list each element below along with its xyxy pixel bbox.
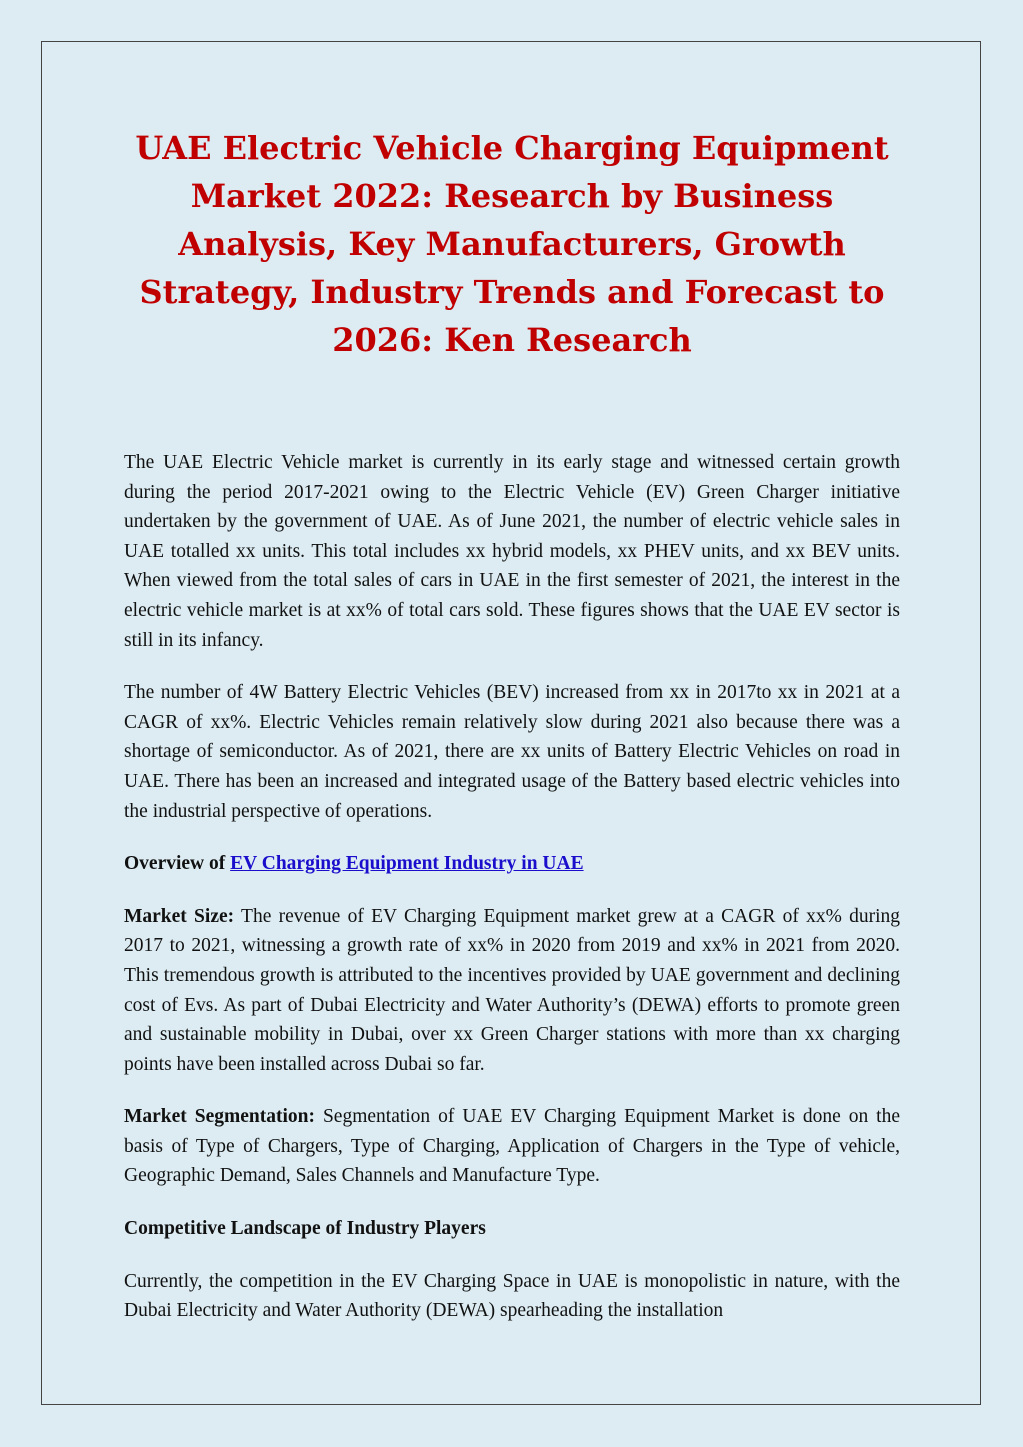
intro-paragraph: The UAE Electric Vehicle market is currently in its early stage and witnessed certain growth during the period 2017-2021 owing to the Electric Vehicle (EV) Green Charger initiative undertaken by the government of UAE. As of June 2021, the number of electric vehicle sales in UAE totalled xx units. This total includes xx hybrid models, xx PHEV units, and xx BEV units. When viewed from the total sales of cars in UAE in the first semester of 2021, the interest in the electric vehicle market is at xx% of total cars sold. These figures shows that the UAE EV sector is still in its infancy. (124, 452, 900, 651)
competitive-landscape-heading: Competitive Landscape of Industry Players (124, 1218, 486, 1240)
overview-heading (124, 849, 900, 879)
overview-label: Overview of (124, 853, 231, 875)
market-segmentation-paragraph (124, 1102, 900, 1191)
document-content (124, 124, 900, 1326)
bev-paragraph: The number of 4W Battery Electric Vehicles (BEV) increased from xx in 2017to xx in 2021 at a CAGR of xx%. Electric Vehicles remain relatively slow during 2021 also because there was a shortage of semiconductor. As of 2021, there are xx units of Battery Electric Vehicles on road in UAE. There has been an increased and integrated usage of the Battery based electric vehicles into the industrial perspective of operations. (124, 682, 900, 822)
competitive-landscape-paragraph: Currently, the competition in the EV Charging Space in UAE is monopolistic in nature, with the Dubai Electricity and Water Authority (DEWA) spearheading the installation (124, 1270, 900, 1322)
market-size-text: The revenue of EV Charging Equipment market grew at a CAGR of xx% during 2017 to 2021, witnessing a growth rate of xx% in 2020 from 2019 and xx% in 2021 from 2020. This tremendous growth is attributed to the incentives provided by UAE government and declining cost of Evs. As part of Dubai Electricity and Water Authority’s (DEWA) efforts to promote green and sustainable mobility in Dubai, over xx Green Charger stations with more than xx charging points have been installed across Dubai so far. (124, 905, 900, 1075)
market-size-label: Market Size: (124, 905, 235, 927)
market-segmentation-text: Segmentation of UAE EV Charging Equipment Market is done on the basis of Type of Chargers, Type of Charging, Application of Chargers in the Type of vehicle, Geographic Demand, Sales Channels and Manufacture Type. (124, 1106, 900, 1187)
market-size-paragraph (124, 902, 900, 1080)
ev-charging-industry-link[interactable]: EV Charging Equipment Industry in UAE (230, 853, 584, 875)
market-segmentation-label: Market Segmentation: (124, 1106, 315, 1128)
page-title: UAE Electric Vehicle Charging Equipment Market 2022: Research by Business Analysis, Key Manufacturers, Growth Strategy, Industry Trends and Forecast to 2026: Ken Research (135, 129, 889, 359)
